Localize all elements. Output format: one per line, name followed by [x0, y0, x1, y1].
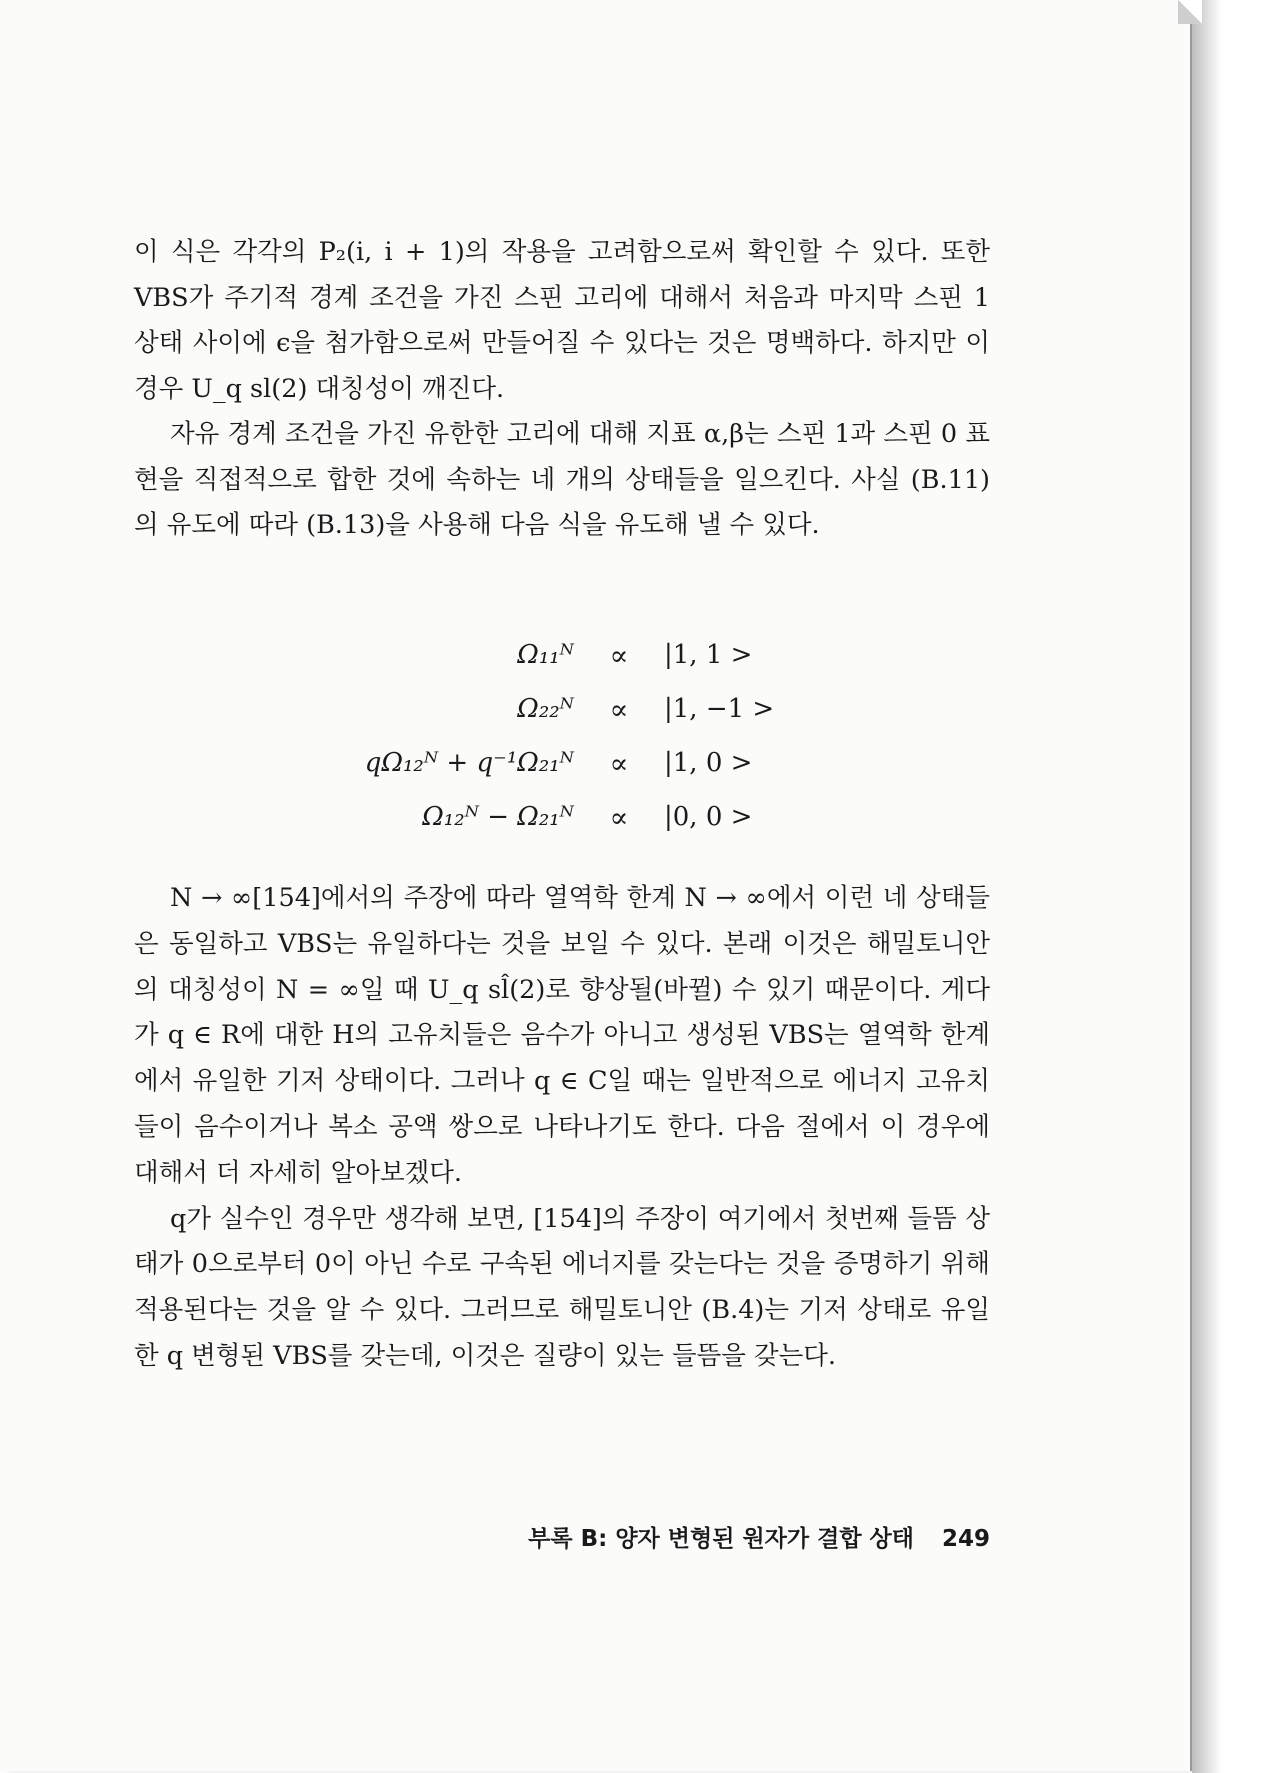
text-block-bottom [134, 876, 990, 1380]
equation-rhs: |1, 1 > [664, 640, 753, 670]
paragraph-4: q가 실수인 경우만 생각해 보면, [154]의 주장이 여기에서 첫번째 들뜸 상태가 0으로부터 0이 아닌 수로 구속된 에너지를 갖는다는 것을 증명하기 위해 적용된다는 것을 알 수 있다. 그러므로 해밀토니안 (B.4)는 기저 상태로 유일한 q 변형된 VBS를 갖는데, 이것은 질량이 있는 들뜸을 갖는다. [134, 1203, 990, 1371]
equation-lhs: Ω₂₂ᴺ [517, 694, 574, 724]
equation-array [134, 628, 990, 844]
paragraph-3: N → ∞[154]에서의 주장에 따라 열역학 한계 N → ∞에서 이런 네 상태들은 동일하고 VBS는 유일하다는 것을 보일 수 있다. 본래 이것은 해밀토니안의 대칭성이 N = ∞일 때 U_q sl̂(2)로 향상될(바뀔) 수 있기 때문이다. 게다가 q ∈ R에 대한 H의 고유치들은 음수가 아니고 생성된 VBS는 열역학 한계에서 유일한 기저 상태이다. 그러나 q ∈ C일 때는 일반적으로 에너지 고유치들이 음수이거나 복소 공액 쌍으로 나타나기도 한다. 다음 절에서 이 경우에 대해서 더 자세히 알아보겠다. [134, 883, 990, 1188]
equation-lhs: Ω₁₂ᴺ − Ω₂₁ᴺ [422, 802, 574, 832]
equation-row [134, 628, 990, 682]
equation-relation: ∝ [609, 746, 629, 780]
page-corner-fold [1178, 0, 1202, 24]
running-footer [134, 1520, 990, 1553]
equation-relation: ∝ [609, 638, 629, 672]
equation-row [134, 682, 990, 736]
paragraph-2: 자유 경계 조건을 가진 유한한 고리에 대해 지표 α,β는 스핀 1과 스핀 0 표현을 직접적으로 합한 것에 속하는 네 개의 상태들을 일으킨다. 사실 (B.11)의 유도에 따라 (B.13)을 사용해 다음 식을 유도해 낼 수 있다. [134, 419, 990, 540]
equation-row [134, 736, 990, 790]
equation-rhs: |0, 0 > [664, 802, 753, 832]
equation-lhs: qΩ₁₂ᴺ + q⁻¹Ω₂₁ᴺ [364, 748, 574, 778]
equation-rhs: |1, −1 > [664, 694, 775, 724]
equation-row [134, 790, 990, 844]
equation-relation: ∝ [609, 692, 629, 726]
paragraph-1: 이 식은 각각의 P₂(i, i + 1)의 작용을 고려함으로써 확인할 수 있다. 또한 VBS가 주기적 경계 조건을 가진 스핀 고리에 대해서 처음과 마지막 스핀 1 상태 사이에 ϵ을 첨가함으로써 만들어질 수 있다는 것은 명백하다. 하지만 이 경우 U_q sl(2) 대칭성이 깨진다. [134, 237, 990, 404]
equation-lhs: Ω₁₁ᴺ [517, 640, 574, 670]
equation-rhs: |1, 0 > [664, 748, 753, 778]
equation-relation: ∝ [609, 800, 629, 834]
page-edge [1192, 0, 1222, 1773]
footer-chapter-title: 부록 B: 양자 변형된 원자가 결합 상태 [528, 1526, 914, 1552]
page-number: 249 [941, 1526, 990, 1552]
text-block-top [134, 230, 990, 549]
